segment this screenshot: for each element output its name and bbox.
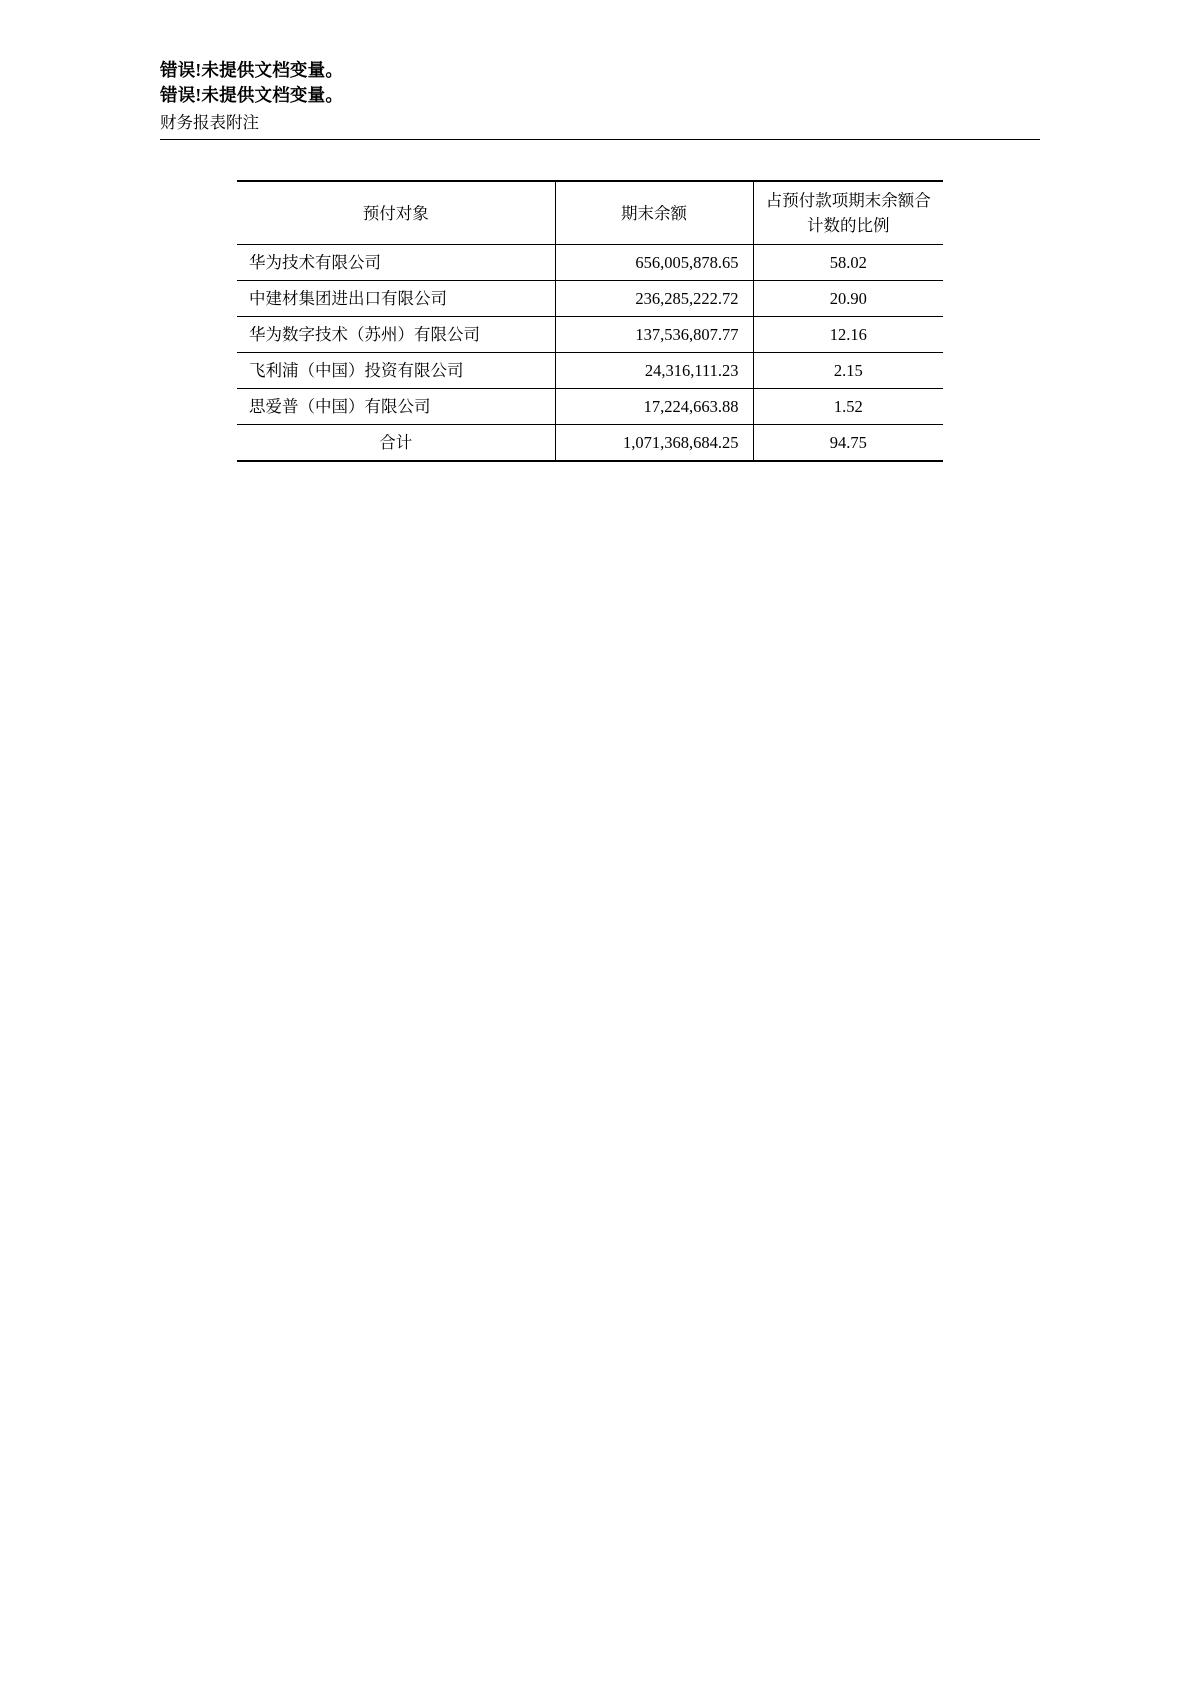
header-error-line-1: 错误!未提供文档变量。	[160, 60, 344, 80]
header-divider	[160, 139, 1040, 140]
page-header	[160, 58, 1040, 135]
cell-name: 思爱普（中国）有限公司	[237, 389, 555, 425]
cell-balance: 656,005,878.65	[555, 245, 753, 281]
table-row	[237, 281, 943, 317]
cell-ratio: 1.52	[753, 389, 943, 425]
cell-balance: 24,316,111.23	[555, 353, 753, 389]
prepayment-table-container	[237, 180, 943, 462]
cell-total-label: 合计	[237, 425, 555, 462]
cell-ratio: 20.90	[753, 281, 943, 317]
table-row	[237, 353, 943, 389]
cell-balance: 137,536,807.77	[555, 317, 753, 353]
cell-total-balance: 1,071,368,684.25	[555, 425, 753, 462]
cell-name: 中建材集团进出口有限公司	[237, 281, 555, 317]
cell-total-ratio: 94.75	[753, 425, 943, 462]
table-row	[237, 317, 943, 353]
cell-balance: 236,285,222.72	[555, 281, 753, 317]
column-header-ratio-line2: 计数的比例	[807, 216, 890, 235]
table-row	[237, 245, 943, 281]
cell-balance: 17,224,663.88	[555, 389, 753, 425]
prepayment-table	[237, 180, 943, 462]
cell-ratio: 2.15	[753, 353, 943, 389]
column-header-name: 预付对象	[237, 181, 555, 245]
column-header-ratio	[753, 181, 943, 245]
table-row	[237, 389, 943, 425]
cell-name: 华为数字技术（苏州）有限公司	[237, 317, 555, 353]
column-header-balance: 期末余额	[555, 181, 753, 245]
table-total-row	[237, 425, 943, 462]
table-header-row	[237, 181, 943, 245]
column-header-ratio-line1: 占预付款项期末余额合	[765, 191, 931, 210]
header-error-line-2: 错误!未提供文档变量。	[160, 85, 344, 105]
cell-ratio: 58.02	[753, 245, 943, 281]
cell-name: 华为技术有限公司	[237, 245, 555, 281]
cell-ratio: 12.16	[753, 317, 943, 353]
table-body	[237, 245, 943, 462]
header-section-title: 财务报表附注	[160, 113, 259, 132]
cell-name: 飞利浦（中国）投资有限公司	[237, 353, 555, 389]
